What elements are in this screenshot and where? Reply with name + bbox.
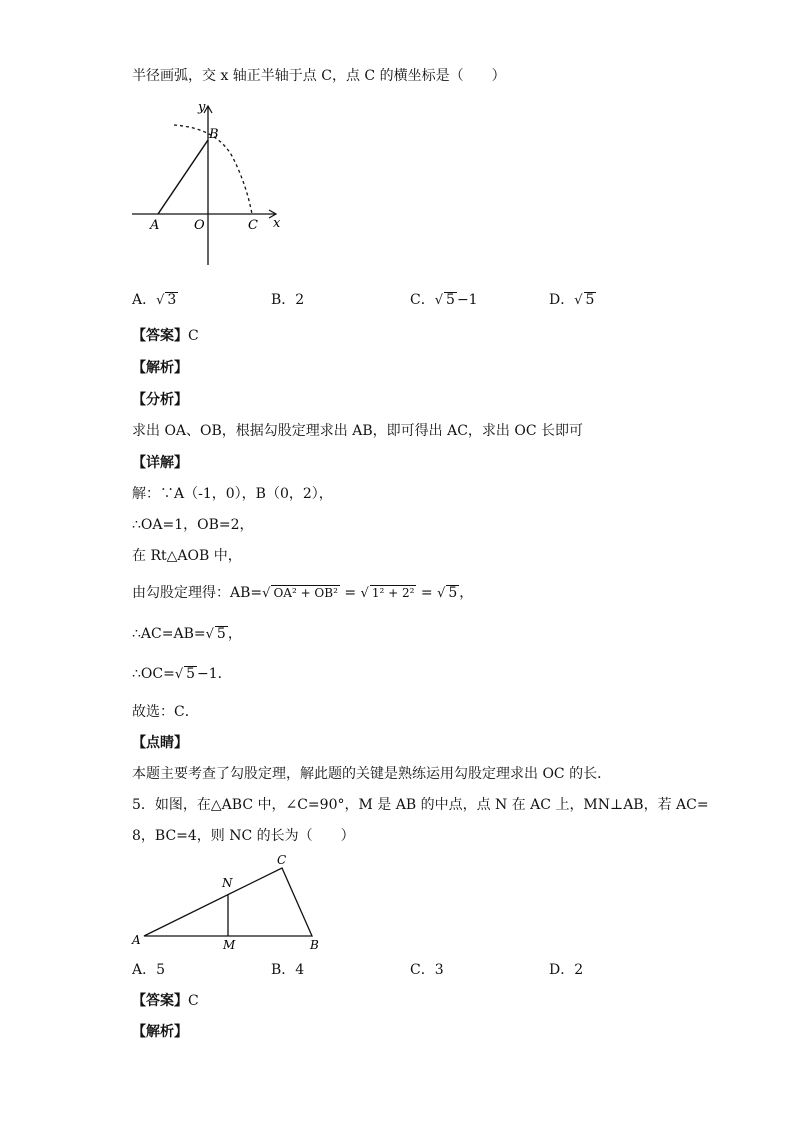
q4-dianjing-heading: 【点睛】 [132,735,188,751]
q4-step6: ∴OC=√ 5 −1． [132,666,232,682]
q4-step5: ∴AC=AB=√ 5 ， [132,626,242,642]
q4-step1: 解：∵A（-1，0），B（0，2）， [132,486,333,502]
q4-figure [128,98,288,270]
q4-fenxi-heading: 【分析】 [132,392,188,408]
q4-option-c: C．√ 5 −1 [410,292,478,308]
q4-xiangjie-heading: 【详解】 [132,455,188,471]
q5-stem-line2: 8，BC=4，则 NC 的长为（ ） [132,828,355,844]
label-n: N [222,876,233,890]
label-y: y [198,100,206,115]
label-b: B [209,127,219,142]
q5-option-a: A．5 [132,962,166,978]
q4-intro: 半径画弧，交 x 轴正半轴于点 C，点 C 的横坐标是（ ） [132,68,506,84]
label-c: C [277,853,287,867]
q4-option-d: D．√ 5 [549,292,595,308]
label-a: A [132,933,141,947]
label-o: O [194,218,205,233]
q4-summary: 本题主要考查了勾股定理，解此题的关键是熟练运用勾股定理求出 OC 的长． [132,766,612,782]
q4-option-b: B．2 [271,292,305,308]
q5-stem-line1: 5．如图，在△ABC 中，∠C=90°，M 是 AB 的中点，点 N 在 AC 上，MN⊥AB，若 AC= [132,797,709,813]
q5-option-d: D．2 [549,962,584,978]
q5-jiexi-heading: 【解析】 [132,1024,188,1040]
label-b: B [310,938,319,952]
q4-step4: 由勾股定理得：AB=√ OA² + OB² = √ 1² + 2² = √ 5 ， [132,585,474,601]
q4-answer: 【答案】C [132,328,199,344]
label-a: A [150,218,160,233]
q5-answer: 【答案】C [132,993,199,1009]
segment-ab [158,140,208,214]
q4-step3: 在 Rt△AOB 中， [132,548,242,564]
q5-figure [128,848,338,954]
q5-option-b: B．4 [271,962,305,978]
label-x: x [273,216,281,231]
label-c: C [248,218,258,233]
q4-option-a: A．√ 3 [132,292,177,308]
q4-choose: 故选：C． [132,704,199,720]
q4-fenxi-text: 求出 OA、OB，根据勾股定理求出 AB，即可得出 AC，求出 OC 长即可 [132,423,584,439]
q4-jiexi-heading: 【解析】 [132,360,188,376]
label-m: M [223,938,236,952]
q4-step2: ∴OA=1，OB=2， [132,517,254,533]
q5-option-c: C．3 [410,962,444,978]
